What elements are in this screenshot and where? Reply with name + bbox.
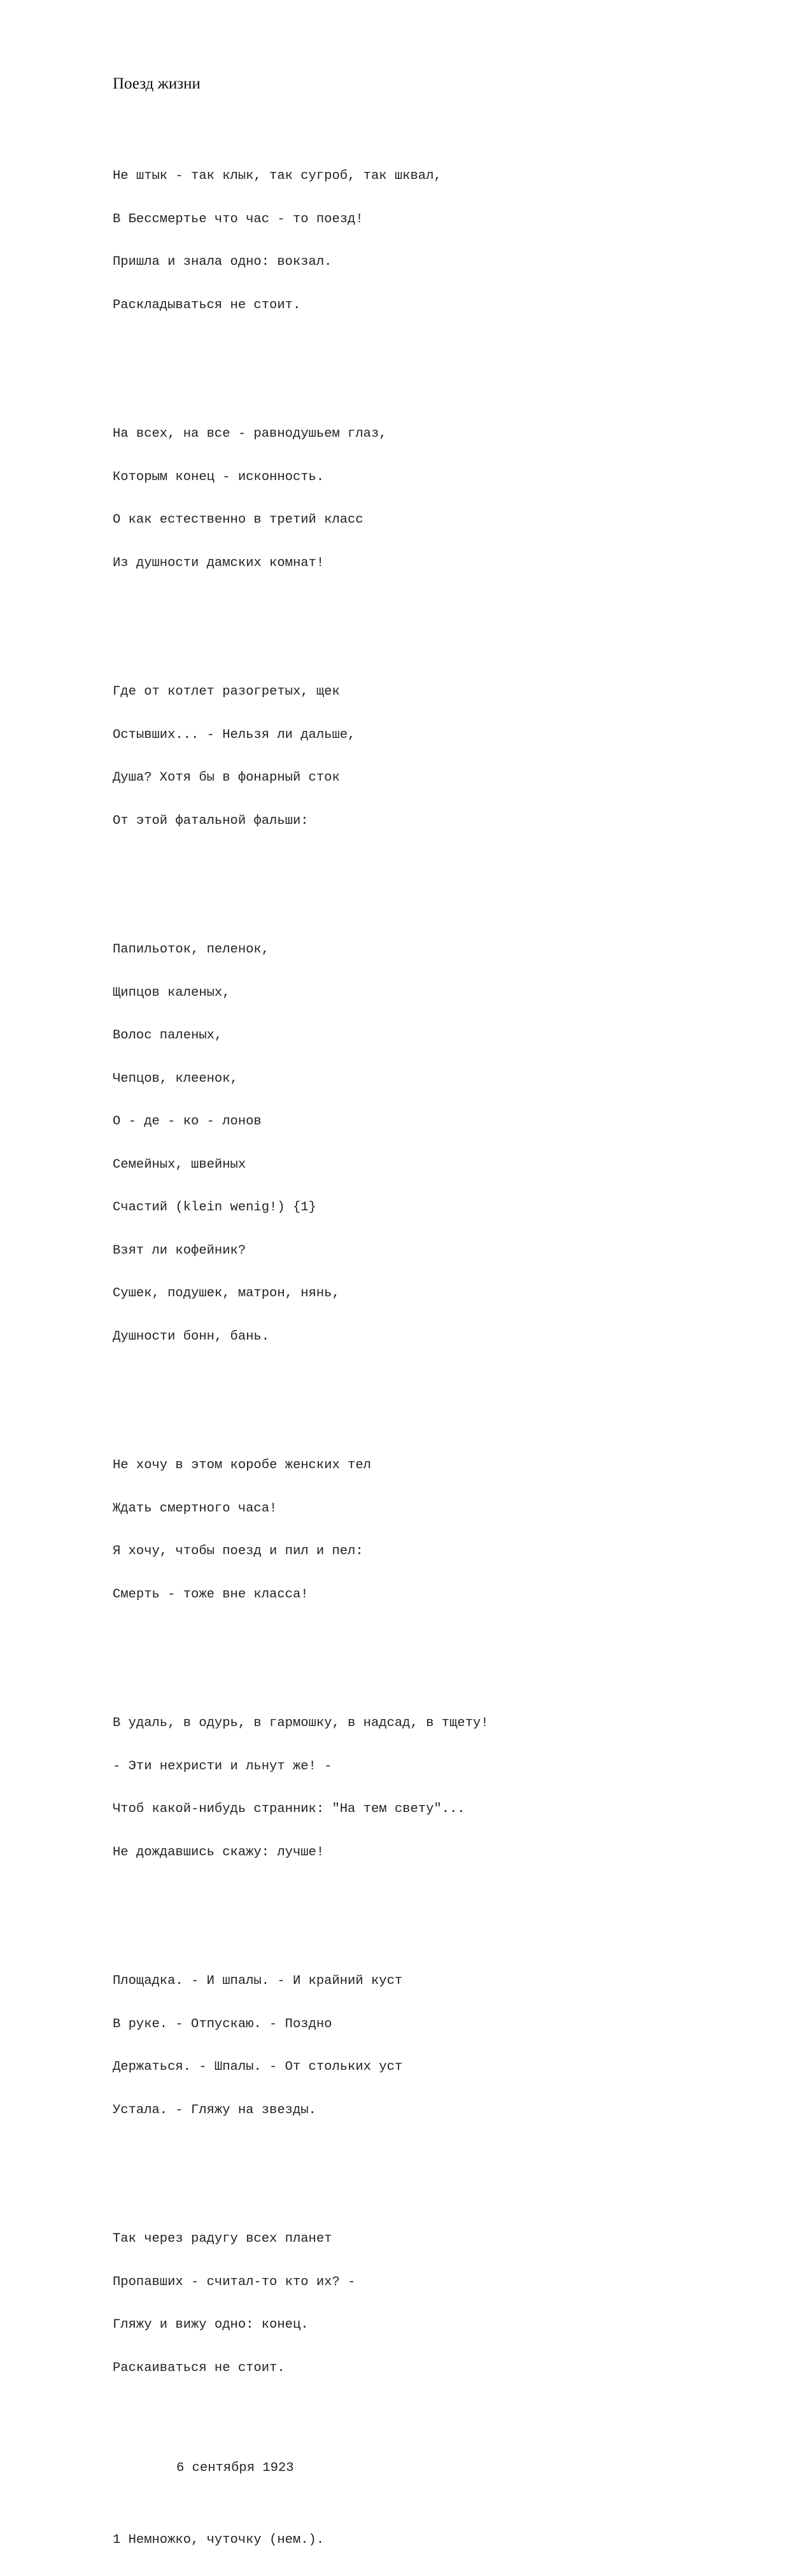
poem-line: В руке. - Отпускаю. - Поздно [113, 2016, 332, 2032]
poem-title: Поезд жизни [113, 75, 201, 92]
stanza [113, 141, 489, 341]
poem-line: Пропавших - считал-то кто их? - [113, 2274, 356, 2289]
stanza [113, 1946, 489, 2146]
poem-line: На всех, на все - равнодушьем глаз, [113, 427, 387, 441]
poem-body [113, 112, 489, 2576]
poem-line: Чепцов, клеенок, [113, 1071, 238, 1086]
stanza [113, 1688, 489, 1888]
poem-line: Пришла и знала одно: вокзал. [113, 255, 332, 269]
poem-line: Смерть - тоже вне класса! [113, 1587, 309, 1602]
poem-line: Взят ли кофейник? [113, 1243, 246, 1258]
poem-line: Устала. - Гляжу на звезды. [113, 2102, 316, 2118]
poem-line: Душности бонн, бань. [113, 1329, 270, 1344]
poem-line: Щипцов каленых, [113, 985, 230, 1000]
stanza [113, 1430, 489, 1631]
poem-line: Не хочу в этом коробе женских тел [113, 1458, 371, 1473]
poem-line: Я хочу, чтобы поезд и пил и пел: [113, 1544, 363, 1559]
poem-line: Счастий (klein wenig!) {1} [113, 1200, 316, 1215]
poem-line: Гляжу и вижу одно: конец. [113, 2318, 309, 2332]
poem-line: Семейных, швейных [113, 1157, 246, 1172]
poem-line: Ждать смертного часа! [113, 1501, 278, 1516]
poem-line: В удаль, в одурь, в гармошку, в надсад, в тщету! [113, 1716, 489, 1730]
poem-line: Остывших... - Нельзя ли дальше, [113, 727, 356, 742]
poem-line: Папильоток, пеленок, [113, 942, 270, 957]
poem-line: Из душности дамских комнат! [113, 555, 325, 570]
poem-date: 6 сентября 1923 [176, 2461, 294, 2475]
poem-line: Раскаиваться не стоит. [113, 2360, 285, 2375]
poem-line: Душа? Хотя бы в фонарный сток [113, 770, 340, 785]
poem-line: - Эти нехристи и льнут же! - [113, 1759, 332, 1774]
poem-line: Где от котлет разогретых, щек [113, 684, 340, 699]
stanza [113, 399, 489, 599]
poem-line: Сушек, подушек, матрон, нянь, [113, 1286, 340, 1301]
poem-line: От этой фатальной фальши: [113, 813, 309, 828]
poem-line: Так через радугу всех планет [113, 2232, 332, 2246]
poem-line: Раскладываться не стоит. [113, 297, 301, 313]
poem-line: Не дождавшись скажу: лучше! [113, 1844, 325, 1860]
stanza [113, 656, 489, 857]
poem-line: В Бессмертье что час - то поезд! [113, 211, 363, 227]
stanza [113, 914, 489, 1373]
poem-line: Волос паленых, [113, 1028, 223, 1043]
poem-line: О - де - ко - лонов [113, 1114, 262, 1129]
poem-line: Держаться. - Шпалы. - От стольких уст [113, 2060, 403, 2074]
stanza [113, 2204, 489, 2404]
footnote: 1 Немножко, чуточку (нем.). [113, 2532, 325, 2547]
poem-line: Не штык - так клык, так сугроб, так шквал, [113, 169, 442, 183]
poem-line: О как естественно в третий класс [113, 513, 363, 527]
poem-line: Которым конец - исконность. [113, 469, 325, 485]
poem-line: Чтоб какой-нибудь странник: "На тем свету"... [113, 1802, 465, 1816]
poem-line: Площадка. - И шпалы. - И крайний куст [113, 1974, 403, 1988]
